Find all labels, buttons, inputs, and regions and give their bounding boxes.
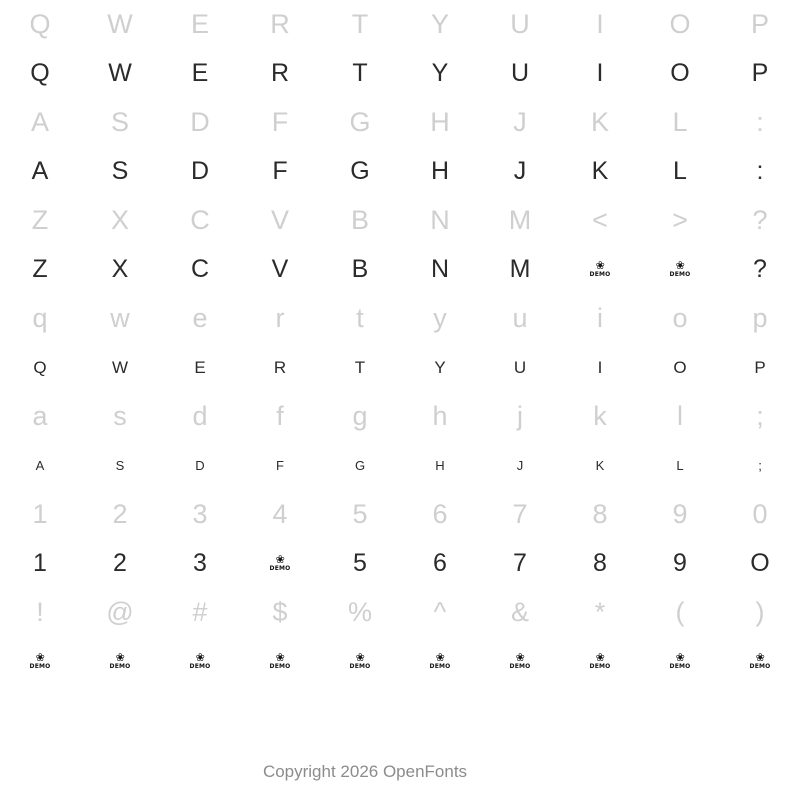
glyph-cell: J [513, 107, 527, 137]
glyph-cell: K [590, 107, 609, 137]
glyph-cell: : [756, 107, 764, 137]
demo-badge-label: DEMO [269, 564, 291, 572]
glyph-cell: G [354, 458, 366, 473]
glyph-cell: R [270, 9, 290, 39]
glyph-cell: A [35, 458, 45, 473]
demo-badge-label: DEMO [589, 270, 611, 278]
glyph-cell: T [352, 59, 368, 87]
copyright-text: Copyright 2026 OpenFonts [262, 762, 468, 781]
glyph-cell: 7 [512, 499, 528, 529]
glyph-cell: 3 [193, 549, 207, 577]
demo-badge-label: DEMO [589, 662, 611, 670]
glyph-cell: 8 [593, 549, 607, 577]
glyph-cell: ^ [433, 597, 447, 627]
glyph-cell: V [271, 255, 289, 283]
glyph-cell: A [31, 157, 49, 185]
glyph-cell: ; [756, 401, 764, 431]
glyph-cell: 2 [112, 499, 128, 529]
glyph-cell: 8 [592, 499, 608, 529]
glyph-cell: 0 [752, 499, 768, 529]
demo-leaf-icon: ❀ [595, 651, 605, 664]
demo-leaf-icon: ❀ [275, 553, 285, 566]
demo-badge-icon [480, 637, 560, 686]
glyph-cell: t [356, 303, 364, 333]
glyph-cell: i [597, 303, 603, 333]
glyph-cell: F [272, 157, 288, 185]
glyph-cell: Z [31, 205, 49, 235]
demo-leaf-icon: ❀ [755, 651, 765, 664]
demo-badge-icon [80, 637, 160, 686]
glyph-cell: P [754, 358, 766, 377]
glyph-cell: O [750, 549, 770, 577]
glyph-cell: H [430, 107, 450, 137]
glyph-cell: Y [430, 9, 449, 39]
glyph-cell: I [597, 358, 603, 377]
glyph-row [0, 49, 800, 98]
demo-leaf-icon: ❀ [515, 651, 525, 664]
glyph-cell: M [508, 205, 532, 235]
glyph-cell: O [670, 59, 690, 87]
glyph-cell: E [190, 9, 209, 39]
demo-badge-icon [560, 637, 640, 686]
glyph-cell: ( [675, 597, 685, 627]
glyph-cell: R [270, 59, 290, 87]
glyph-cell: @ [106, 597, 134, 627]
demo-badge-label: DEMO [749, 662, 771, 670]
demo-leaf-icon: ❀ [435, 651, 445, 664]
glyph-row [0, 343, 800, 392]
demo-badge-label: DEMO [509, 662, 531, 670]
glyph-cell: I [596, 59, 604, 87]
glyph-cell: T [354, 358, 366, 377]
glyph-row [0, 98, 800, 147]
demo-badge-label: DEMO [29, 662, 51, 670]
demo-badge-icon [560, 245, 640, 294]
glyph-cell: P [751, 59, 769, 87]
glyph-cell: $ [272, 597, 288, 627]
glyph-cell: X [110, 205, 129, 235]
glyph-cell: F [271, 107, 289, 137]
demo-badge-icon [160, 637, 240, 686]
glyph-cell: G [350, 157, 370, 185]
glyph-cell: g [352, 401, 368, 431]
glyph-cell: J [513, 157, 527, 185]
glyph-cell: W [111, 358, 129, 377]
glyph-cell: e [192, 303, 208, 333]
glyph-cell: 6 [433, 549, 447, 577]
demo-badge-icon [0, 637, 80, 686]
glyph-cell: P [750, 9, 769, 39]
glyph-cell: O [673, 358, 687, 377]
glyph-cell: G [349, 107, 371, 137]
copyright-notice [0, 762, 800, 782]
glyph-cell: E [194, 358, 206, 377]
glyph-cell: y [433, 303, 447, 333]
glyph-cell: C [190, 255, 210, 283]
glyph-row [0, 245, 800, 294]
glyph-cell: Q [30, 59, 50, 87]
glyph-cell: 9 [672, 499, 688, 529]
glyph-cell: l [677, 401, 683, 431]
glyph-cell: D [190, 107, 210, 137]
glyph-cell: J [516, 458, 524, 473]
glyph-cell: s [113, 401, 127, 431]
glyph-row [0, 441, 800, 490]
glyph-cell: T [351, 9, 369, 39]
glyph-row [0, 196, 800, 245]
glyph-row [0, 637, 800, 686]
glyph-cell: k [593, 401, 607, 431]
demo-badge-icon [640, 637, 720, 686]
glyph-cell: B [350, 205, 369, 235]
demo-badge-icon [240, 637, 320, 686]
demo-badge-icon [320, 637, 400, 686]
demo-leaf-icon: ❀ [355, 651, 365, 664]
glyph-cell: q [32, 303, 48, 333]
glyph-cell: ? [753, 255, 767, 283]
glyph-cell: L [676, 458, 684, 473]
demo-leaf-icon: ❀ [675, 259, 685, 272]
glyph-cell: E [191, 59, 209, 87]
glyph-cell: D [190, 157, 210, 185]
glyph-row [0, 539, 800, 588]
glyph-cell: > [672, 205, 688, 235]
demo-badge-label: DEMO [269, 662, 291, 670]
glyph-cell: L [673, 157, 687, 185]
glyph-cell: A [30, 107, 49, 137]
glyph-row [0, 490, 800, 539]
demo-leaf-icon: ❀ [35, 651, 45, 664]
glyph-cell: U [510, 9, 530, 39]
glyph-cell: U [510, 59, 530, 87]
glyph-cell: w [110, 303, 130, 333]
glyph-cell: N [430, 205, 450, 235]
demo-leaf-icon: ❀ [115, 651, 125, 664]
glyph-cell: f [276, 401, 284, 431]
glyph-cell: M [509, 255, 531, 283]
glyph-cell: o [672, 303, 688, 333]
glyph-cell: 2 [113, 549, 127, 577]
demo-badge-icon [400, 637, 480, 686]
demo-badge-label: DEMO [429, 662, 451, 670]
demo-badge-icon [640, 245, 720, 294]
demo-badge-icon [720, 637, 800, 686]
glyph-cell: O [669, 9, 691, 39]
glyph-cell: Z [32, 255, 48, 283]
glyph-cell: H [435, 458, 445, 473]
glyph-cell: 4 [272, 499, 288, 529]
glyph-cell: I [596, 9, 604, 39]
glyph-row [0, 0, 800, 49]
demo-leaf-icon: ❀ [195, 651, 205, 664]
glyph-cell: ; [758, 458, 762, 473]
glyph-cell: * [594, 597, 606, 627]
demo-badge-label: DEMO [189, 662, 211, 670]
glyph-cell: 3 [192, 499, 208, 529]
glyph-cell: R [273, 358, 287, 377]
glyph-cell: 6 [432, 499, 448, 529]
glyph-cell: C [190, 205, 210, 235]
glyph-cell: F [276, 458, 284, 473]
glyph-cell: 1 [33, 549, 47, 577]
demo-badge-label: DEMO [669, 662, 691, 670]
glyph-cell: ? [752, 205, 768, 235]
glyph-cell: a [32, 401, 48, 431]
glyph-row [0, 392, 800, 441]
glyph-cell: 7 [513, 549, 527, 577]
glyph-cell: Q [33, 358, 47, 377]
glyph-cell: u [512, 303, 528, 333]
glyph-cell: : [756, 157, 764, 185]
glyph-cell: d [192, 401, 208, 431]
glyph-cell: < [592, 205, 608, 235]
glyph-cell: K [595, 458, 605, 473]
glyph-cell: 9 [673, 549, 687, 577]
glyph-cell: N [430, 255, 450, 283]
glyph-cell: X [111, 255, 129, 283]
glyph-cell: p [752, 303, 768, 333]
glyph-cell: S [115, 458, 125, 473]
glyph-cell: S [110, 107, 129, 137]
glyph-cell: 5 [353, 549, 367, 577]
glyph-cell: W [107, 9, 133, 39]
glyph-cell: H [430, 157, 450, 185]
glyph-cell: j [517, 401, 523, 431]
demo-badge-label: DEMO [669, 270, 691, 278]
glyph-cell: & [510, 597, 529, 627]
glyph-cell: W [108, 59, 132, 87]
demo-leaf-icon: ❀ [275, 651, 285, 664]
glyph-cell: % [347, 597, 372, 627]
glyph-row [0, 294, 800, 343]
glyph-cell: D [195, 458, 205, 473]
glyph-cell: K [591, 157, 609, 185]
glyph-cell: ! [36, 597, 44, 627]
demo-badge-label: DEMO [109, 662, 131, 670]
glyph-cell: S [111, 157, 129, 185]
demo-badge-icon [240, 539, 320, 588]
glyph-cell: Y [434, 358, 446, 377]
glyph-cell: Q [29, 9, 51, 39]
glyph-cell: V [270, 205, 289, 235]
glyph-cell: L [672, 107, 688, 137]
glyph-cell: r [275, 303, 285, 333]
glyph-cell: 5 [352, 499, 368, 529]
glyph-cell: # [192, 597, 208, 627]
glyph-cell: 1 [32, 499, 48, 529]
glyph-row [0, 147, 800, 196]
demo-badge-label: DEMO [349, 662, 371, 670]
demo-leaf-icon: ❀ [595, 259, 605, 272]
glyph-cell: U [513, 358, 527, 377]
glyph-cell: ) [755, 597, 765, 627]
glyph-cell: B [351, 255, 369, 283]
glyph-cell: h [432, 401, 448, 431]
glyph-cell: Y [431, 59, 449, 87]
demo-leaf-icon: ❀ [675, 651, 685, 664]
glyph-row [0, 588, 800, 637]
